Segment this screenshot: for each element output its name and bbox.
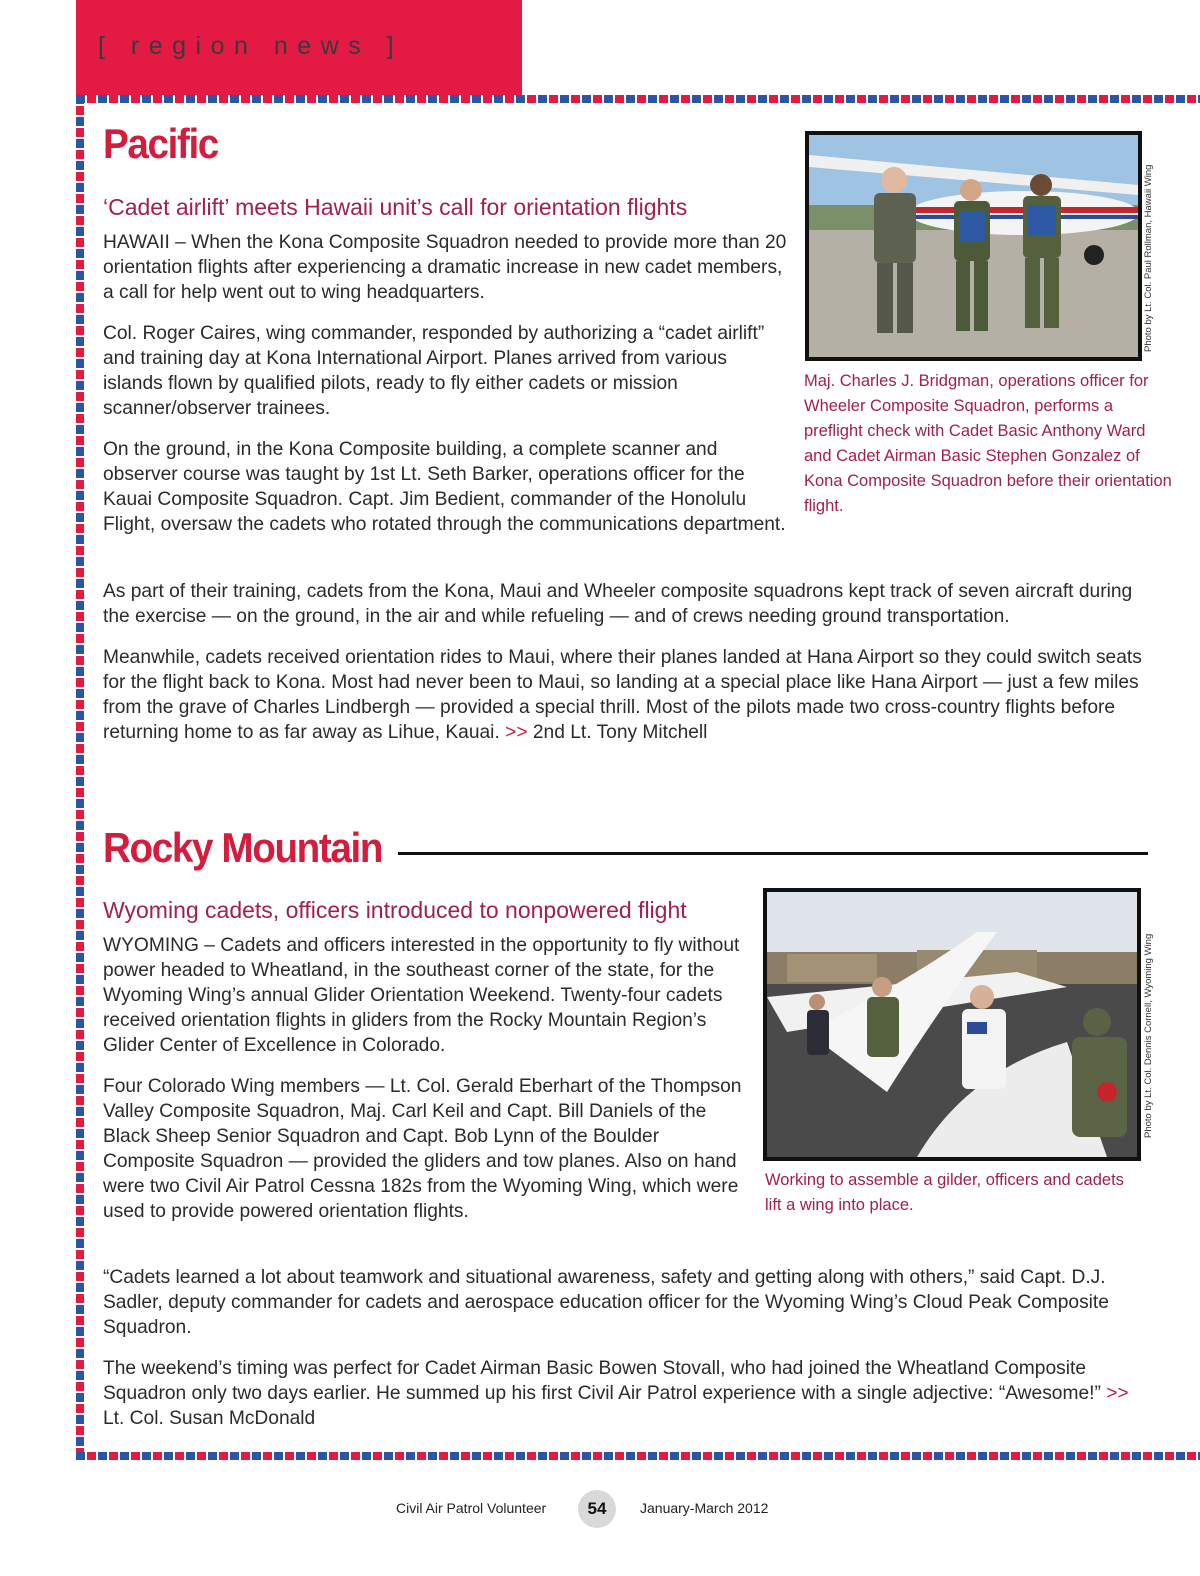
pacific-title: Pacific	[103, 120, 218, 167]
byline-arrow: >>	[1106, 1383, 1129, 1404]
rocky-body-wide	[103, 1265, 1143, 1447]
page-number: 54	[578, 1490, 616, 1528]
glider-assembly-image	[767, 892, 1137, 1157]
rocky-body-column	[103, 933, 743, 1240]
pacific-body-wide	[103, 579, 1143, 761]
pacific-photo-credit: Photo by Lt. Col. Paul Rollman, Hawaii Wing	[1143, 164, 1154, 352]
top-stripe-border	[76, 95, 1200, 103]
pacific-body-column	[103, 230, 788, 553]
paragraph-text: Meanwhile, cadets received orientation rides to Maui, where their planes landed at Hana Airport so they could switch seats for the flight back to Kona. Most had never been to Maui, so landing at a special place like Hana Airport — just a few miles from the grave of Charles Lindbergh — provided a special thrill. Most of the pilots made two cross-country flights before returning home to as far away as Lihue, Kauai.	[103, 647, 1142, 743]
section-divider-rule	[398, 852, 1148, 855]
footer-issue-date: January-March 2012	[640, 1500, 769, 1516]
rocky-mountain-photo-credit: Photo by Lt. Col. Dennis Cornell, Wyoming Wing	[1143, 933, 1154, 1138]
byline: Lt. Col. Susan McDonald	[103, 1408, 316, 1429]
byline: 2nd Lt. Tony Mitchell	[532, 722, 708, 743]
paragraph: On the ground, in the Kona Composite building, a complete scanner and observer course was taught by 1st Lt. Seth Barker, operations officer for the Kauai Composite Squadron. Capt. Jim Bedient, commander of the Honolulu Flight, oversaw the cadets who rotated through the communications department.	[103, 439, 786, 535]
airplane-preflight-image	[809, 135, 1138, 357]
rocky-mountain-headline: Wyoming cadets, officers introduced to nonpowered flight	[103, 897, 687, 923]
left-stripe-border	[76, 95, 84, 1460]
byline-arrow: >>	[505, 722, 528, 743]
rocky-mountain-title: Rocky Mountain	[103, 824, 383, 871]
paragraph	[103, 1356, 1143, 1431]
paragraph: WYOMING – Cadets and officers interested in the opportunity to fly without power headed to Wheatland, in the southeast corner of the state, for the Wyoming Wing’s annual Glider Orientation Weekend. Twenty-four cadets received orientation flights in gliders from the Rocky Mountain Region’s Glider Center of Excellence in Colorado.	[103, 935, 740, 1056]
paragraph: As part of their training, cadets from the Kona, Maui and Wheeler composite squadrons kept track of seven aircraft during the exercise — on the ground, in the air and while refueling — and of crews needing ground transportation.	[103, 581, 1133, 627]
rocky-mountain-photo-caption: Working to assemble a gilder, officers and cadets lift a wing into place.	[765, 1171, 1124, 1214]
footer-publication: Civil Air Patrol Volunteer	[396, 1500, 547, 1516]
paragraph: HAWAII – When the Kona Composite Squadron needed to provide more than 20 orientation flights after experiencing a dramatic increase in new cadet members, a call for help went out to wing headquarters.	[103, 232, 787, 303]
paragraph	[103, 645, 1143, 745]
paragraph-text: The weekend’s timing was perfect for Cadet Airman Basic Bowen Stovall, who had joined the Wheatland Composite Squadron only two days earlier. He summed up his first Civil Air Patrol experience with a single adjective: “Awesome!”	[103, 1358, 1101, 1404]
paragraph: Four Colorado Wing members — Lt. Col. Gerald Eberhart of the Thompson Valley Composite Squadron, Maj. Carl Keil and Capt. Bill Daniels of the Black Sheep Senior Squadron and Capt. Bob Lynn of the Boulder Composite Squadron — provided the gliders and tow planes. Also on hand were two Civil Air Patrol Cessna 182s from the Wyoming Wing, which were used to provide powered orientation flights.	[103, 1076, 742, 1222]
pacific-photo-caption: Maj. Charles J. Bridgman, operations officer for Wheeler Composite Squadron, performs a preflight check with Cadet Basic Anthony Ward and Cadet Airman Basic Stephen Gonzalez of Kona Composite Squadron before their orientation flight.	[804, 372, 1172, 515]
bottom-stripe-border	[76, 1452, 1200, 1460]
pacific-headline: ‘Cadet airlift’ meets Hawaii unit’s call for orientation flights	[103, 194, 688, 220]
paragraph: Col. Roger Caires, wing commander, responded by authorizing a “cadet airlift” and training day at Kona International Airport. Planes arrived from various islands flown by qualified pilots, ready to fly either cadets or mission scanner/observer trainees.	[103, 323, 765, 419]
paragraph: “Cadets learned a lot about teamwork and situational awareness, safety and getting along with others,” said Capt. D.J. Sadler, deputy commander for cadets and aerospace education officer for the Wyoming Wing’s Cloud Peak Composite Squadron.	[103, 1267, 1109, 1338]
pacific-photo	[805, 131, 1142, 361]
rocky-mountain-photo	[763, 888, 1141, 1161]
section-label: [ region news ]	[98, 32, 404, 60]
